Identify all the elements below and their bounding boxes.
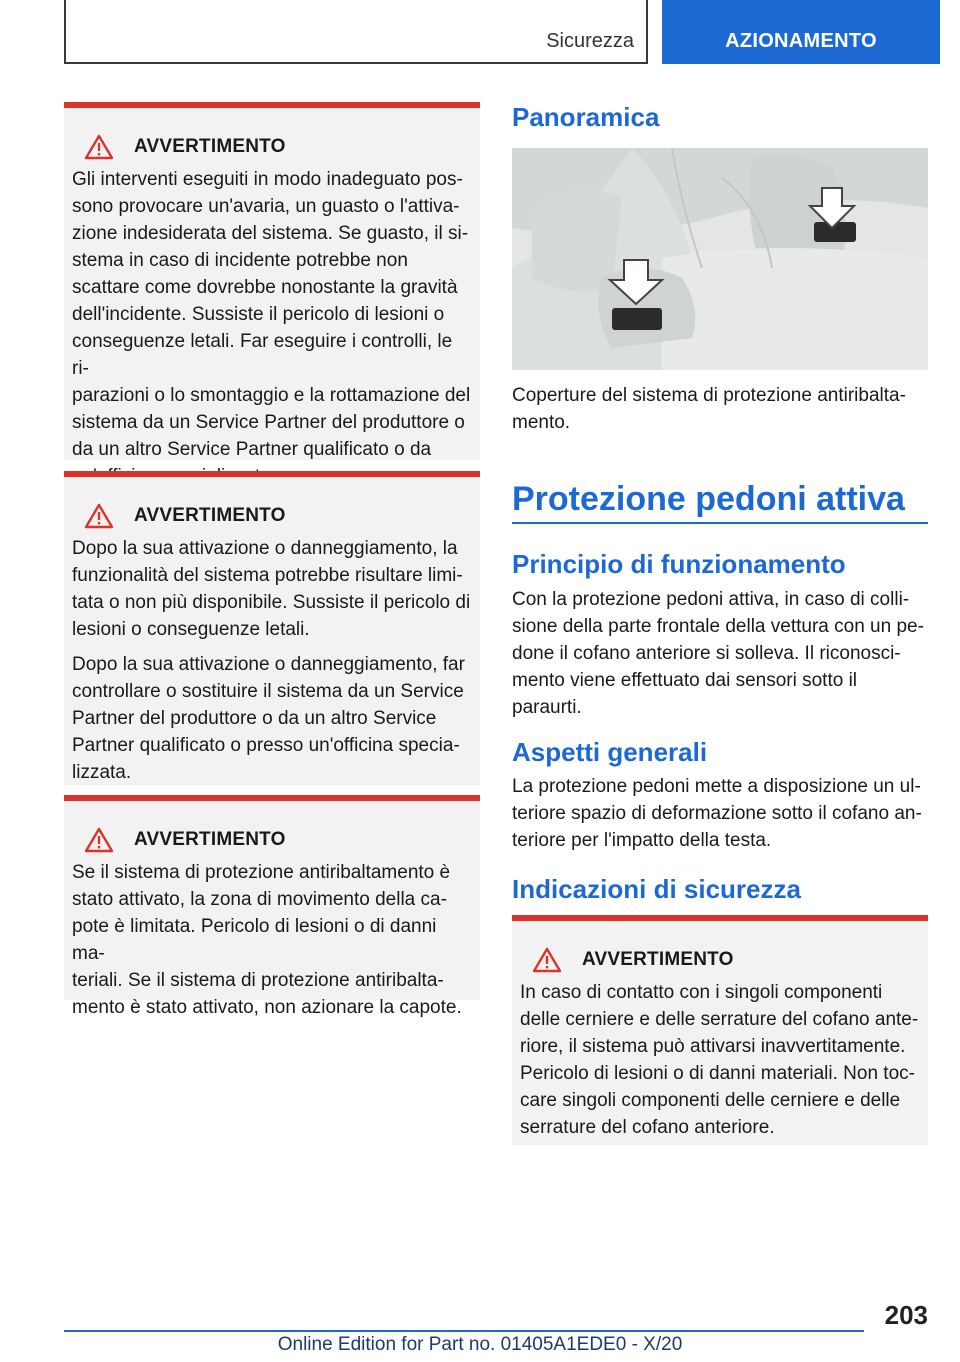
heading-rule	[512, 522, 928, 524]
aspetti-heading: Aspetti generali	[512, 737, 708, 767]
warning-triangle-icon	[84, 827, 114, 853]
warning-triangle-icon	[84, 134, 114, 160]
warning-text-paragraph-1: Dopo la sua attivazione o danneggiamento, la funzionalità del sistema potrebbe risultare limi- tata o non più disponibile. Sussiste il pericolo di lesioni o conseguenze letali.	[72, 538, 471, 640]
warning-title: AVVERTIMENTO	[582, 949, 734, 970]
rollover-protection-figure	[512, 148, 928, 370]
warning-title: AVVERTIMENTO	[134, 505, 286, 526]
indicazioni-heading: Indicazioni di sicurezza	[512, 874, 801, 904]
figure-caption: Coperture del sistema di protezione antiribalta- mento.	[512, 385, 906, 433]
footer-rule	[64, 1330, 864, 1332]
warning-triangle-icon	[532, 947, 562, 973]
principio-heading: Principio di funzionamento	[512, 549, 846, 579]
footer-edition-link[interactable]: Online Edition for Part no. 01405A1EDE0 - X/20	[277, 1334, 683, 1355]
main-heading: Protezione pedoni attiva	[512, 480, 905, 518]
panoramica-heading: Panoramica	[512, 102, 660, 132]
warning-title: AVVERTIMENTO	[134, 829, 286, 850]
warning-text: In caso di contatto con i singoli componenti delle cerniere e delle serrature del cofano ante- riore, il sistema può attivarsi inavvertitamente. Pericolo di lesioni o di danni materiali. Non toc- care singoli componenti delle cerniere e delle serrature del cofano anteriore.	[520, 982, 919, 1138]
page-number: 203	[884, 1300, 928, 1330]
warning-text-paragraph-2: Dopo la sua attivazione o danneggiamento, far controllare o sostituire il sistema da un Service Partner del produttore o da un altro Service Partner qualificato o presso un'officina specia- lizzata.	[72, 654, 465, 783]
header-section-label: Sicurezza	[546, 30, 634, 52]
warning-title: AVVERTIMENTO	[134, 136, 286, 157]
header-chapter-label: AZIONAMENTO	[725, 30, 877, 52]
warning-text: Se il sistema di protezione antiribaltamento è stato attivato, la zona di movimento della ca- pote è limitata. Pericolo di lesioni o di danni ma- teriali. Se il sistema di protezione antiribalta- mento è stato attivato, non azionare la capote.	[72, 862, 462, 1018]
warning-box-2	[64, 471, 480, 785]
warning-text: Gli interventi eseguiti in modo inadeguato pos- sono provocare un'avaria, un guasto o l'attiva- zione indesiderata del sistema. Se guasto, il si- stema in caso di incidente potrebbe non scattare come dovrebbe nonostante la gravità dell'incidente. Sussiste il pericolo di lesioni o conseguenze letali. Far eseguire i controlli, le ri- parazioni o lo smontaggio e la rottamazione del sistema da un Service Partner del produttore o da un altro Service Partner qualificato o da	[72, 169, 471, 460]
header-chapter-tab[interactable]	[662, 0, 940, 64]
principio-text: Con la protezione pedoni attiva, in caso di colli- sione della parte frontale della vettura con un pe- done il cofano anteriore si solleva. Il riconosci- mento viene effettuato dai sensori sotto il paraurti.	[512, 589, 924, 718]
warning-box-4	[512, 915, 928, 1145]
warning-box-3	[64, 795, 480, 1018]
aspetti-text: La protezione pedoni mette a disposizione un ul- teriore spazio di deformazione sotto il cofano an- teriore per l'impatto della testa.	[512, 776, 922, 851]
warning-box-1	[64, 102, 480, 460]
header-section-box	[64, 0, 648, 64]
warning-triangle-icon	[84, 503, 114, 529]
car-interior-illustration	[512, 148, 928, 370]
